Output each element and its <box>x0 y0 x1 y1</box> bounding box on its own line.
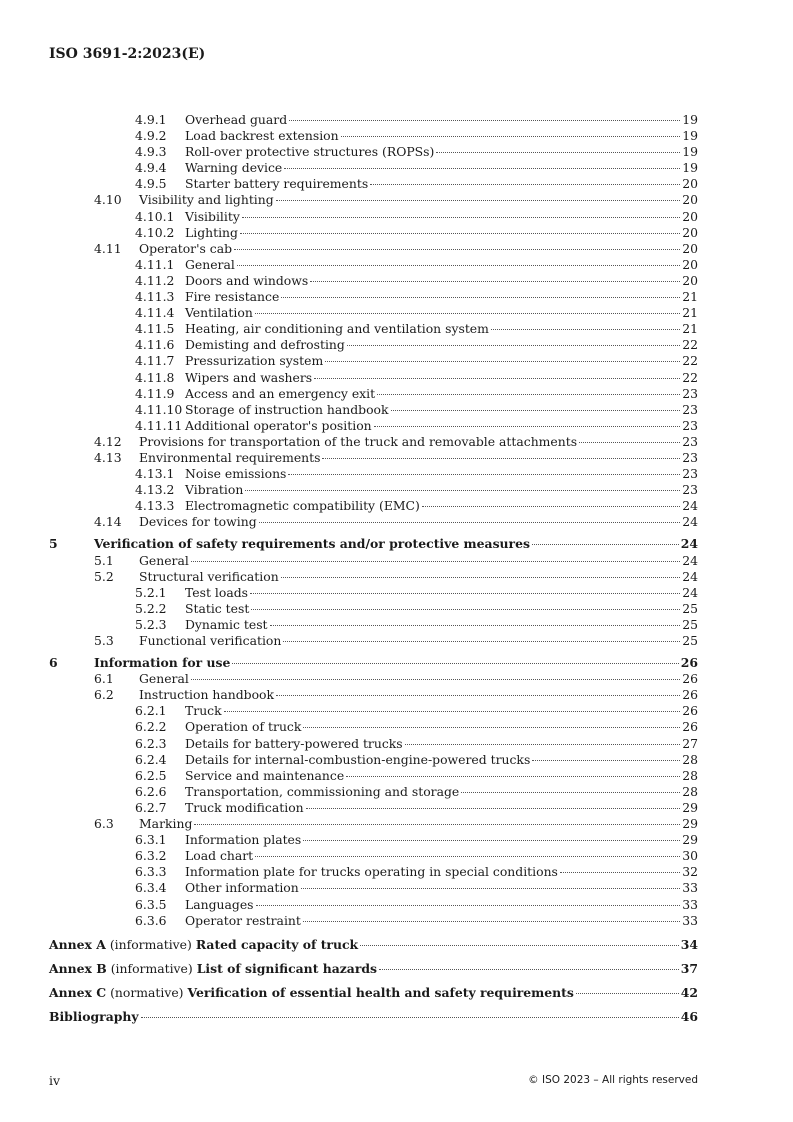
toc-entry-number: 4.9.3 <box>135 144 167 160</box>
dot-leader <box>576 993 679 994</box>
dot-leader <box>325 361 680 362</box>
toc-entry-number: 4.9.1 <box>135 112 167 127</box>
toc-entry-title[interactable]: Demisting and defrosting <box>185 337 345 353</box>
dot-leader <box>322 458 680 459</box>
toc-entry[interactable] <box>49 569 698 585</box>
page-number: iv <box>49 1073 61 1088</box>
dot-leader <box>314 378 680 379</box>
toc-entry[interactable] <box>49 736 698 752</box>
dot-leader <box>579 442 680 443</box>
annex-page[interactable]: 34 <box>680 936 698 952</box>
annex-type: (normative) <box>110 984 184 1000</box>
toc-entry-title[interactable]: Devices for towing <box>139 514 257 530</box>
toc-entry-page[interactable]: 24 <box>682 514 698 530</box>
toc-entry[interactable] <box>49 880 698 896</box>
dot-leader <box>405 744 680 745</box>
toc-entry[interactable] <box>49 687 698 703</box>
toc-entry[interactable] <box>49 601 698 617</box>
toc-entry-number: 4.9.5 <box>135 176 167 192</box>
toc-entry[interactable] <box>49 273 698 289</box>
dot-leader <box>276 200 680 201</box>
toc-entry-page[interactable]: 23 <box>682 482 698 498</box>
toc-entry-number: 6.2.4 <box>135 751 167 767</box>
toc-entry-title[interactable]: Truck <box>185 703 222 719</box>
toc-entry-page[interactable]: 29 <box>682 816 698 832</box>
dot-leader <box>303 921 680 922</box>
toc-entry-number: 4.11.11 <box>135 417 183 433</box>
toc-entry-page[interactable]: 33 <box>682 880 698 896</box>
toc-entry[interactable] <box>49 225 698 241</box>
toc-entry[interactable] <box>49 536 698 552</box>
toc-entry-page[interactable]: 33 <box>682 912 698 928</box>
dot-leader <box>191 561 680 562</box>
toc-entry-number: 5.3 <box>94 633 114 648</box>
toc-entry[interactable] <box>49 353 698 369</box>
toc-entry[interactable] <box>49 257 698 273</box>
dot-leader <box>436 152 680 153</box>
toc-entry-number: 4.10.1 <box>135 208 175 224</box>
annex-title[interactable]: Rated capacity of truck <box>195 936 359 952</box>
toc-entry-page[interactable]: 28 <box>682 767 698 783</box>
dot-leader <box>422 506 680 507</box>
copyright-notice: © ISO 2023 – All rights reserved <box>528 1074 698 1086</box>
toc-entry-number: 6.3.1 <box>135 832 167 848</box>
toc-entry-title[interactable]: Languages <box>185 896 254 912</box>
toc-entry-page[interactable]: 24 <box>680 536 698 552</box>
dot-leader <box>245 490 680 491</box>
toc-entry-page[interactable]: 19 <box>682 112 698 127</box>
dot-leader <box>560 872 680 873</box>
toc-entry-number: 4.9.2 <box>135 128 167 144</box>
toc-entry-number: 6.2.5 <box>135 767 167 783</box>
dot-leader <box>251 609 680 610</box>
toc-entry-number: 4.11.5 <box>135 321 175 337</box>
toc-entry-number: 6.2.7 <box>135 799 167 815</box>
dot-leader <box>255 856 680 857</box>
toc-entry[interactable] <box>49 514 698 530</box>
toc-entry-title[interactable]: Static test <box>185 600 250 616</box>
toc-entry-title[interactable]: Operator restraint <box>185 912 301 928</box>
toc-entry-page[interactable]: 21 <box>682 321 698 337</box>
annex-label: Annex C <box>49 984 107 1000</box>
toc-entry-page[interactable]: 23 <box>682 433 698 449</box>
toc-entry-number: 6.2.2 <box>135 719 167 735</box>
toc-entry[interactable] <box>49 897 698 913</box>
toc-entry-page[interactable]: 22 <box>682 353 698 369</box>
dot-leader <box>391 410 680 411</box>
toc-entry-title[interactable]: Structural verification <box>139 568 279 584</box>
toc-entry[interactable] <box>49 450 698 466</box>
toc-entry-number: 4.11.7 <box>135 353 175 369</box>
toc-entry[interactable] <box>49 848 698 864</box>
annex-page[interactable]: 46 <box>680 1008 698 1024</box>
toc-entry-title[interactable]: Provisions for transportation of the truck and removable attachments <box>139 433 578 449</box>
dot-leader <box>532 760 680 761</box>
toc-entry-title[interactable]: Service and maintenance <box>185 767 345 783</box>
toc-entry[interactable] <box>49 144 698 160</box>
toc-entry[interactable] <box>49 176 698 192</box>
dot-leader <box>270 625 680 626</box>
dot-leader <box>379 969 679 970</box>
toc-entry-number: 4.13 <box>94 449 122 465</box>
toc-entry-number: 4.11 <box>94 240 122 256</box>
toc-entry-page[interactable]: 26 <box>682 671 698 687</box>
dot-leader <box>341 136 680 137</box>
toc-entry-page[interactable]: 23 <box>682 466 698 482</box>
toc-entry[interactable] <box>49 305 698 321</box>
toc-entry-title[interactable]: Details for battery-powered trucks <box>185 735 403 751</box>
toc-entry-title[interactable]: Instruction handbook <box>139 687 275 703</box>
toc-entry[interactable] <box>49 128 698 144</box>
toc-entry-page[interactable]: 24 <box>682 498 698 514</box>
bibliography-entry[interactable] <box>49 1009 698 1025</box>
toc-entry[interactable] <box>49 633 698 649</box>
toc-entry[interactable] <box>49 321 698 337</box>
toc-entry-page[interactable]: 26 <box>680 655 698 671</box>
dot-leader <box>283 641 680 642</box>
toc-entry-page[interactable]: 29 <box>682 799 698 815</box>
toc-entry[interactable] <box>49 466 698 482</box>
toc-entry-title[interactable]: Information plate for trucks operating in special conditions <box>185 864 558 880</box>
toc-entry[interactable] <box>49 832 698 848</box>
toc-entry-title[interactable]: Information plates <box>185 832 302 848</box>
toc-entry-title[interactable]: Fire resistance <box>185 289 280 305</box>
toc-entry[interactable] <box>49 617 698 633</box>
toc-entry-number: 6.3.2 <box>135 848 167 864</box>
annex-title[interactable]: Bibliography <box>49 1008 139 1024</box>
toc-entry[interactable] <box>49 784 698 800</box>
dot-leader <box>532 544 679 545</box>
toc-entry-page[interactable]: 33 <box>682 896 698 912</box>
toc-entry-title[interactable]: Storage of instruction handbook <box>185 401 389 417</box>
toc-entry-page[interactable]: 19 <box>682 160 698 176</box>
annex-title[interactable]: Verification of essential health and safety requirements <box>187 984 574 1000</box>
dot-leader <box>306 808 680 809</box>
toc-entry-title[interactable]: Noise emissions <box>185 466 287 482</box>
toc-entry-number: 6.2.3 <box>135 735 167 751</box>
toc-entry-page[interactable]: 24 <box>682 584 698 600</box>
toc-entry-title[interactable]: Truck modification <box>185 799 304 815</box>
toc-entry[interactable] <box>49 655 698 671</box>
dot-leader <box>242 217 680 218</box>
dot-leader <box>240 233 680 234</box>
toc-entry-page[interactable]: 20 <box>682 224 698 240</box>
toc-entry-page[interactable]: 25 <box>682 633 698 648</box>
toc-entry-number: 4.11.4 <box>135 305 175 321</box>
toc-entry-number: 6.3.5 <box>135 896 167 912</box>
toc-entry[interactable] <box>49 719 698 735</box>
dot-leader <box>256 905 680 906</box>
dot-leader <box>191 679 680 680</box>
toc-entry[interactable] <box>49 553 698 569</box>
toc-entry-page[interactable]: 27 <box>682 735 698 751</box>
toc-entry-title[interactable]: Visibility <box>185 208 240 224</box>
dot-leader <box>303 840 680 841</box>
toc-entry-title[interactable]: Marking <box>139 816 193 832</box>
toc-entry-number: 6.3.6 <box>135 912 167 928</box>
toc-entry-page[interactable]: 24 <box>682 552 698 568</box>
toc-entry-page[interactable]: 20 <box>682 176 698 192</box>
toc-entry-number: 4.11.9 <box>135 385 175 401</box>
toc-entry-page[interactable]: 21 <box>682 305 698 321</box>
toc-entry-page[interactable]: 20 <box>682 256 698 272</box>
toc-entry[interactable] <box>49 434 698 450</box>
toc-entry-title[interactable]: Warning device <box>185 160 283 176</box>
toc-entry-number: 5.2.2 <box>135 600 167 616</box>
toc-entry-title[interactable]: General <box>139 671 189 687</box>
dot-leader <box>276 695 680 696</box>
toc-entry[interactable] <box>49 370 698 386</box>
toc-entry-page[interactable]: 22 <box>682 337 698 353</box>
dot-leader <box>360 945 679 946</box>
toc-entry-page[interactable]: 24 <box>682 568 698 584</box>
toc-entry-number: 6.1 <box>94 671 114 687</box>
toc-entry-number: 6.3 <box>94 816 114 832</box>
toc-entry-number: 4.14 <box>94 514 122 530</box>
toc-entry[interactable] <box>49 703 698 719</box>
toc-entry-title[interactable]: Operator's cab <box>139 240 233 256</box>
annex-entry[interactable] <box>49 937 698 953</box>
toc-entry-page[interactable]: 26 <box>682 703 698 719</box>
dot-leader <box>281 577 680 578</box>
dot-leader <box>377 394 680 395</box>
toc-entry-title[interactable]: Starter battery requirements <box>185 176 369 192</box>
dot-leader <box>141 1017 679 1018</box>
toc-entry-page[interactable]: 25 <box>682 600 698 616</box>
dot-leader <box>491 329 680 330</box>
toc-entry-page[interactable]: 20 <box>682 272 698 288</box>
dot-leader <box>370 184 680 185</box>
annex-label: Annex B <box>49 960 107 976</box>
toc-entry-title[interactable]: Load backrest extension <box>185 128 339 144</box>
annex-page[interactable]: 37 <box>680 960 698 976</box>
dot-leader <box>374 426 680 427</box>
annex-label: Annex A <box>49 936 106 952</box>
dot-leader <box>346 776 680 777</box>
dot-leader <box>347 345 680 346</box>
dot-leader <box>234 249 680 250</box>
toc-entry[interactable] <box>49 482 698 498</box>
toc-entry-page[interactable]: 21 <box>682 289 698 305</box>
toc-entry-title[interactable]: Dynamic test <box>185 616 268 632</box>
toc-entry[interactable] <box>49 337 698 353</box>
toc-entry[interactable] <box>49 671 698 687</box>
dot-leader <box>288 474 680 475</box>
toc-entry-page[interactable]: 20 <box>682 192 698 208</box>
toc-entry-number: 5 <box>49 536 58 552</box>
dot-leader <box>461 792 680 793</box>
annex-type: (informative) <box>110 960 193 976</box>
toc-entry-title[interactable]: General <box>139 552 189 568</box>
toc-entry-page[interactable]: 23 <box>682 385 698 401</box>
dot-leader <box>289 120 680 121</box>
toc-entry-title[interactable]: General <box>185 256 235 272</box>
toc-entry-title[interactable]: Operation of truck <box>185 719 302 735</box>
toc-entry-number: 6.2.1 <box>135 703 167 719</box>
toc-entry-title[interactable]: Other information <box>185 880 299 896</box>
toc-entry-page[interactable]: 26 <box>682 719 698 735</box>
toc-entry[interactable] <box>49 816 698 832</box>
toc-entry-page[interactable]: 26 <box>682 687 698 703</box>
toc-entry-number: 4.13.1 <box>135 466 175 482</box>
toc-entry-number: 4.10 <box>94 192 122 208</box>
dot-leader <box>284 168 680 169</box>
toc-entry-title[interactable]: Wipers and washers <box>185 369 313 385</box>
toc-entry-title[interactable]: Lighting <box>185 224 238 240</box>
toc-entry-page[interactable]: 22 <box>682 369 698 385</box>
toc-entry-number: 4.11.3 <box>135 289 175 305</box>
toc-entry-title[interactable]: Load chart <box>185 848 254 864</box>
toc-entry-page[interactable]: 29 <box>682 832 698 848</box>
toc-entry-title[interactable]: Transportation, commissioning and storage <box>185 783 460 799</box>
toc-entry[interactable] <box>49 585 698 601</box>
toc-entry-page[interactable]: 28 <box>682 783 698 799</box>
toc-entry-number: 6 <box>49 655 58 671</box>
toc-entry-title[interactable]: Heating, air conditioning and ventilation system <box>185 321 489 337</box>
toc-entry-number: 4.11.2 <box>135 272 175 288</box>
toc-entry[interactable] <box>49 498 698 514</box>
toc-entry[interactable] <box>49 112 698 128</box>
toc-entry[interactable] <box>49 800 698 816</box>
toc-entry-page[interactable]: 23 <box>682 401 698 417</box>
document-id: ISO 3691-2:2023(E) <box>49 46 206 62</box>
toc-entry-number: 5.2 <box>94 568 114 584</box>
toc-entry-number: 4.10.2 <box>135 224 175 240</box>
toc-entry[interactable] <box>49 209 698 225</box>
toc-entry-number: 5.2.3 <box>135 616 167 632</box>
toc-entry-number: 4.11.10 <box>135 401 183 417</box>
toc-entry-title[interactable]: Vibration <box>185 482 244 498</box>
dot-leader <box>224 711 680 712</box>
toc-entry[interactable] <box>49 864 698 880</box>
toc-entry[interactable] <box>49 160 698 176</box>
dot-leader <box>281 297 680 298</box>
annex-type: (informative) <box>109 936 192 952</box>
toc-entry-title[interactable]: Pressurization system <box>185 353 324 369</box>
toc-entry-title[interactable]: Roll-over protective structures (ROPSs) <box>185 144 435 160</box>
annex-entry[interactable] <box>49 985 698 1001</box>
dot-leader <box>250 593 680 594</box>
toc-entry[interactable] <box>49 192 698 208</box>
toc-entry-page[interactable]: 30 <box>682 848 698 864</box>
toc-entry[interactable] <box>49 386 698 402</box>
toc-entry[interactable] <box>49 752 698 768</box>
toc-entry-title[interactable]: Details for internal-combustion-engine-powered trucks <box>185 751 531 767</box>
toc-entry[interactable] <box>49 402 698 418</box>
toc-entry-page[interactable]: 23 <box>682 449 698 465</box>
toc-entry-page[interactable]: 28 <box>682 751 698 767</box>
toc-entry-number: 4.13.2 <box>135 482 175 498</box>
toc-entry-page[interactable]: 19 <box>682 128 698 144</box>
toc-entry-title[interactable]: Information for use <box>94 655 231 671</box>
dot-leader <box>301 888 680 889</box>
dot-leader <box>259 522 680 523</box>
toc-entry-number: 5.2.1 <box>135 584 167 600</box>
toc-entry-page[interactable]: 23 <box>682 417 698 433</box>
toc-entry-title[interactable]: Overhead guard <box>185 112 288 127</box>
toc-entry-number: 6.2 <box>94 687 114 703</box>
toc-entry-title[interactable]: Doors and windows <box>185 272 309 288</box>
toc-entry-page[interactable]: 20 <box>682 240 698 256</box>
toc-entry-title[interactable]: Additional operator's position <box>185 417 372 433</box>
toc-entry-number: 4.11.1 <box>135 256 175 272</box>
toc-entry[interactable] <box>49 418 698 434</box>
dot-leader <box>255 313 680 314</box>
toc-entry-number: 4.13.3 <box>135 498 175 514</box>
toc-entry-title[interactable]: Environmental requirements <box>139 449 321 465</box>
dot-leader <box>310 281 680 282</box>
toc-entry-title[interactable]: Ventilation <box>185 305 253 321</box>
toc-entry-page[interactable]: 25 <box>682 616 698 632</box>
toc-entry-number: 4.12 <box>94 433 122 449</box>
toc-entry-title[interactable]: Electromagnetic compatibility (EMC) <box>185 498 420 514</box>
toc-entry-title[interactable]: Access and an emergency exit <box>185 385 376 401</box>
toc-entry-page[interactable]: 32 <box>682 864 698 880</box>
toc-entry-number: 6.2.6 <box>135 783 167 799</box>
toc-entry[interactable] <box>49 913 698 929</box>
toc-entry-number: 5.1 <box>94 552 114 568</box>
toc-entry-number: 6.3.3 <box>135 864 167 880</box>
annex-entry[interactable] <box>49 961 698 977</box>
toc-entry[interactable] <box>49 289 698 305</box>
toc-entry-number: 6.3.4 <box>135 880 167 896</box>
toc-entry-number: 4.11.6 <box>135 337 175 353</box>
table-of-contents <box>49 112 698 1025</box>
toc-entry[interactable] <box>49 768 698 784</box>
dot-leader <box>232 663 678 664</box>
toc-entry-page[interactable]: 19 <box>682 144 698 160</box>
toc-entry-number: 4.11.8 <box>135 369 175 385</box>
toc-entry-title[interactable]: Verification of safety requirements and/or protective measures <box>94 536 530 552</box>
toc-entry-title[interactable]: Functional verification <box>139 633 282 648</box>
dot-leader <box>194 824 680 825</box>
toc-entry[interactable] <box>49 241 698 257</box>
toc-entry-page[interactable]: 20 <box>682 208 698 224</box>
annex-title[interactable]: List of significant hazards <box>196 960 378 976</box>
toc-entry-title[interactable]: Test loads <box>185 584 249 600</box>
dot-leader <box>237 265 680 266</box>
toc-entry-number: 4.9.4 <box>135 160 167 176</box>
toc-entry-title[interactable]: Visibility and lighting <box>139 192 274 208</box>
annex-page[interactable]: 42 <box>680 984 698 1000</box>
dot-leader <box>303 727 680 728</box>
